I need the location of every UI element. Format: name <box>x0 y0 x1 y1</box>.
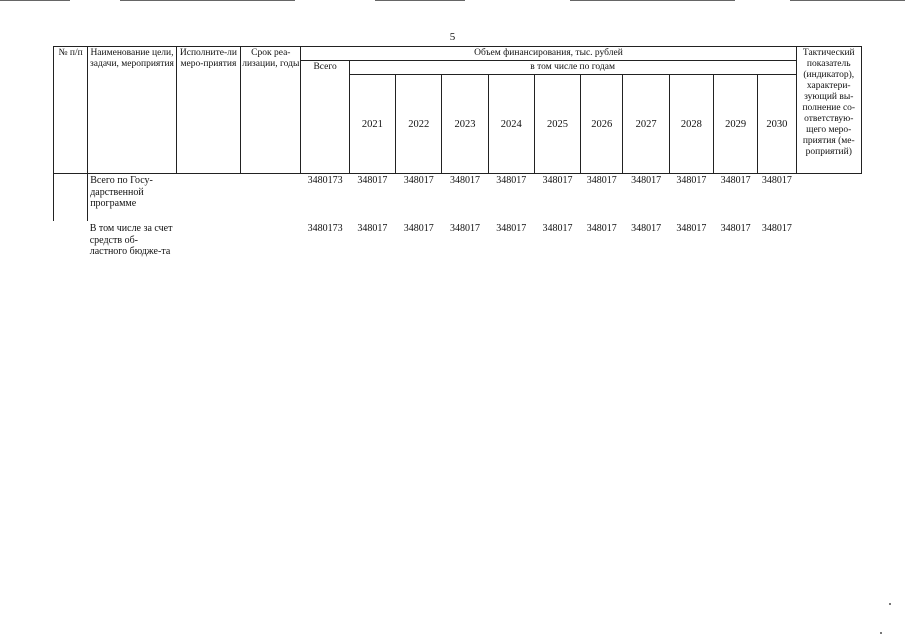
cell-total: 3480173 <box>307 175 343 186</box>
cell-year-value: 348017 <box>676 223 707 234</box>
cell-year-value: 348017 <box>403 223 434 234</box>
cell-year-value: 348017 <box>357 175 388 186</box>
table-header <box>54 47 862 174</box>
cell-executors <box>176 174 240 222</box>
table-body <box>54 174 862 296</box>
cell-indicator <box>796 221 861 295</box>
cell-year-value: 348017 <box>761 223 792 234</box>
header-executors: Исполните-ли меро-приятия <box>176 47 240 174</box>
cell-year-value: 348017 <box>631 175 662 186</box>
scan-speck <box>880 632 882 634</box>
header-year: 2022 <box>396 75 442 174</box>
cell-term <box>241 221 301 295</box>
scan-artifact-line <box>0 0 70 1</box>
header-year: 2023 <box>442 75 488 174</box>
header-year: 2028 <box>669 75 713 174</box>
scan-artifact-line <box>375 0 465 1</box>
cell-year-value: 348017 <box>586 223 617 234</box>
cell-year-value: 348017 <box>676 175 707 186</box>
cell-year-value: 348017 <box>761 175 792 186</box>
header-total: Всего <box>301 61 349 174</box>
cell-year-value: 348017 <box>449 175 480 186</box>
cell-num <box>54 221 88 295</box>
scan-artifact-line <box>790 0 905 1</box>
scan-artifact-line <box>120 0 295 1</box>
cell-year-value: 348017 <box>720 175 751 186</box>
cell-year-value: 348017 <box>357 223 388 234</box>
table-row <box>54 221 862 295</box>
cell-indicator <box>796 174 861 222</box>
scan-artifact-line <box>570 0 735 1</box>
cell-year-value: 348017 <box>542 223 573 234</box>
header-year: 2021 <box>349 75 395 174</box>
cell-year-value: 348017 <box>631 223 662 234</box>
table-row <box>54 174 862 222</box>
header-indicator: Тактический показатель (индикатор), характери-зующий вы-полнение со-ответствую-щего меро-приятия (ме-роприятий) <box>796 47 861 174</box>
header-by-years: в том числе по годам <box>349 61 796 75</box>
cell-year-value: 348017 <box>496 175 527 186</box>
scan-speck <box>889 603 891 605</box>
cell-term <box>241 174 301 222</box>
cell-year-value: 348017 <box>496 223 527 234</box>
financing-table <box>53 46 862 295</box>
header-year: 2027 <box>623 75 669 174</box>
header-year: 2026 <box>581 75 623 174</box>
cell-name: Всего по Госу-дарственной программе <box>90 175 153 209</box>
cell-num <box>54 174 88 222</box>
cell-year-value: 348017 <box>720 223 751 234</box>
header-year: 2029 <box>713 75 757 174</box>
header-name: Наименование цели, задачи, мероприятия <box>88 47 177 174</box>
header-year: 2025 <box>534 75 580 174</box>
header-year: 2030 <box>758 75 796 174</box>
cell-year-value: 348017 <box>403 175 434 186</box>
cell-year-value: 348017 <box>586 175 617 186</box>
page-number: 5 <box>449 31 456 43</box>
cell-year-value: 348017 <box>449 223 480 234</box>
header-financing: Объем финансирования, тыс. рублей <box>301 47 796 61</box>
cell-year-value: 348017 <box>542 175 573 186</box>
header-year: 2024 <box>488 75 534 174</box>
cell-executors <box>176 221 240 295</box>
header-num: № п/п <box>54 47 88 174</box>
header-term: Срок реа-лизации, годы <box>241 47 301 174</box>
cell-name: В том числе за счет средств об-ластного бюдже-та <box>89 223 173 257</box>
cell-total: 3480173 <box>307 223 343 234</box>
